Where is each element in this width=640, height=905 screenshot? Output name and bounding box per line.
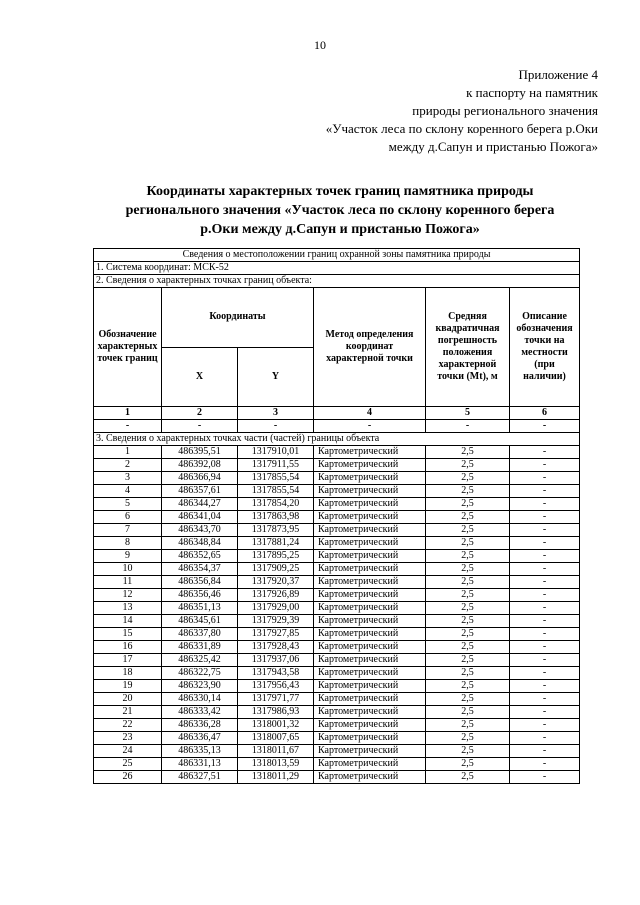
point-number-cell: 20 <box>94 693 162 706</box>
coord-x-cell: 486344,27 <box>162 498 238 511</box>
page-number: 10 <box>314 38 326 52</box>
error-cell: 2,5 <box>426 732 510 745</box>
coord-y-cell: 1317881,24 <box>238 537 314 550</box>
coord-y-cell: 1317927,85 <box>238 628 314 641</box>
coord-y-cell: 1317926,89 <box>238 589 314 602</box>
error-cell: 2,5 <box>426 550 510 563</box>
dash-cell: - <box>94 420 162 433</box>
description-cell: - <box>510 693 580 706</box>
table-row <box>94 472 580 485</box>
coord-y-cell: 1318013,59 <box>238 758 314 771</box>
table-row <box>94 550 580 563</box>
coord-x-cell: 486333,42 <box>162 706 238 719</box>
dash-cell: - <box>314 420 426 433</box>
column-number: 1 <box>94 407 162 420</box>
description-cell: - <box>510 563 580 576</box>
error-cell: 2,5 <box>426 563 510 576</box>
coord-y-cell: 1317909,25 <box>238 563 314 576</box>
coord-y-cell: 1317873,95 <box>238 524 314 537</box>
description-cell: - <box>510 680 580 693</box>
error-cell: 2,5 <box>426 706 510 719</box>
description-cell: - <box>510 589 580 602</box>
coord-x-cell: 486323,90 <box>162 680 238 693</box>
dash-row <box>94 420 580 433</box>
point-number-cell: 13 <box>94 602 162 615</box>
dash-cell: - <box>510 420 580 433</box>
table-row <box>94 654 580 667</box>
description-cell: - <box>510 498 580 511</box>
section-part-points: 3. Сведения о характерных точках части (частей) границы объекта <box>94 433 580 446</box>
coord-x-cell: 486335,13 <box>162 745 238 758</box>
table-row <box>94 732 580 745</box>
description-cell: - <box>510 537 580 550</box>
coord-x-cell: 486345,61 <box>162 615 238 628</box>
coord-y-cell: 1318007,65 <box>238 732 314 745</box>
header-description: Описание обозначения точки на местности (при наличии) <box>510 288 580 407</box>
error-cell: 2,5 <box>426 693 510 706</box>
error-cell: 2,5 <box>426 654 510 667</box>
description-cell: - <box>510 706 580 719</box>
column-number: 5 <box>426 407 510 420</box>
coord-y-cell: 1318011,67 <box>238 745 314 758</box>
point-number-cell: 23 <box>94 732 162 745</box>
coord-x-cell: 486330,14 <box>162 693 238 706</box>
point-number-cell: 8 <box>94 537 162 550</box>
method-cell: Картометрический <box>314 498 426 511</box>
header-error: Средняя квадратичная погрешность положения характерной точки (Mt), м <box>426 288 510 407</box>
section-object-points: 2. Сведения о характерных точках границ объекта: <box>94 275 580 288</box>
coord-x-cell: 486354,37 <box>162 563 238 576</box>
coord-x-cell: 486341,04 <box>162 511 238 524</box>
error-cell: 2,5 <box>426 745 510 758</box>
table-row <box>94 758 580 771</box>
description-cell: - <box>510 576 580 589</box>
coord-x-cell: 486395,51 <box>162 446 238 459</box>
description-cell: - <box>510 459 580 472</box>
method-cell: Картометрический <box>314 706 426 719</box>
coord-x-cell: 486322,75 <box>162 667 238 680</box>
table-row <box>94 628 580 641</box>
table-row <box>94 563 580 576</box>
method-cell: Картометрический <box>314 550 426 563</box>
column-number: 2 <box>162 407 238 420</box>
description-cell: - <box>510 628 580 641</box>
coord-x-cell: 486331,89 <box>162 641 238 654</box>
table-row <box>94 615 580 628</box>
point-number-cell: 22 <box>94 719 162 732</box>
point-number-cell: 6 <box>94 511 162 524</box>
point-number-cell: 25 <box>94 758 162 771</box>
header-coords: Координаты <box>162 288 314 348</box>
table-caption: Сведения о местоположении границ охранной зоны памятника природы <box>94 249 580 262</box>
description-cell: - <box>510 511 580 524</box>
description-cell: - <box>510 732 580 745</box>
title-line: р.Оки между д.Сапун и пристанью Пожога» <box>200 222 480 237</box>
table-row <box>94 667 580 680</box>
description-cell: - <box>510 745 580 758</box>
point-number-cell: 16 <box>94 641 162 654</box>
dash-cell: - <box>238 420 314 433</box>
coord-x-cell: 486356,46 <box>162 589 238 602</box>
point-number-cell: 3 <box>94 472 162 485</box>
description-cell: - <box>510 446 580 459</box>
point-number-cell: 17 <box>94 654 162 667</box>
method-cell: Картометрический <box>314 576 426 589</box>
table-row <box>94 680 580 693</box>
method-cell: Картометрический <box>314 472 426 485</box>
error-cell: 2,5 <box>426 459 510 472</box>
coord-x-cell: 486351,13 <box>162 602 238 615</box>
header-x: X <box>162 347 238 407</box>
dash-cell: - <box>162 420 238 433</box>
appendix-line: «Участок леса по склону коренного берега р.Оки <box>325 121 598 136</box>
error-cell: 2,5 <box>426 446 510 459</box>
method-cell: Картометрический <box>314 524 426 537</box>
description-cell: - <box>510 641 580 654</box>
table-row <box>94 485 580 498</box>
description-cell: - <box>510 485 580 498</box>
point-number-cell: 1 <box>94 446 162 459</box>
coord-x-cell: 486366,94 <box>162 472 238 485</box>
point-number-cell: 5 <box>94 498 162 511</box>
point-number-cell: 10 <box>94 563 162 576</box>
coord-x-cell: 486356,84 <box>162 576 238 589</box>
error-cell: 2,5 <box>426 615 510 628</box>
table-row <box>94 589 580 602</box>
point-number-cell: 18 <box>94 667 162 680</box>
table-row <box>94 511 580 524</box>
error-cell: 2,5 <box>426 576 510 589</box>
coord-y-cell: 1317956,43 <box>238 680 314 693</box>
error-cell: 2,5 <box>426 667 510 680</box>
coord-y-cell: 1317929,00 <box>238 602 314 615</box>
coord-y-cell: 1317986,93 <box>238 706 314 719</box>
table-row <box>94 706 580 719</box>
column-number: 4 <box>314 407 426 420</box>
error-cell: 2,5 <box>426 680 510 693</box>
error-cell: 2,5 <box>426 472 510 485</box>
point-number-cell: 14 <box>94 615 162 628</box>
title-line: Координаты характерных точек границ памятника природы <box>146 184 534 199</box>
table-row <box>94 459 580 472</box>
coord-y-cell: 1317928,43 <box>238 641 314 654</box>
table-row <box>94 771 580 784</box>
error-cell: 2,5 <box>426 628 510 641</box>
table-row <box>94 524 580 537</box>
method-cell: Картометрический <box>314 563 426 576</box>
coord-x-cell: 486357,61 <box>162 485 238 498</box>
appendix-line: Приложение 4 <box>518 67 598 82</box>
method-cell: Картометрический <box>314 485 426 498</box>
error-cell: 2,5 <box>426 641 510 654</box>
point-number-cell: 12 <box>94 589 162 602</box>
method-cell: Картометрический <box>314 758 426 771</box>
coord-x-cell: 486343,70 <box>162 524 238 537</box>
error-cell: 2,5 <box>426 771 510 784</box>
coord-x-cell: 486327,51 <box>162 771 238 784</box>
point-number-cell: 21 <box>94 706 162 719</box>
method-cell: Картометрический <box>314 719 426 732</box>
table-row <box>94 537 580 550</box>
title-line: регионального значения «Участок леса по склону коренного берега <box>125 203 555 218</box>
coord-y-cell: 1317910,01 <box>238 446 314 459</box>
description-cell: - <box>510 771 580 784</box>
error-cell: 2,5 <box>426 485 510 498</box>
method-cell: Картометрический <box>314 615 426 628</box>
table-row <box>94 745 580 758</box>
coordinates-table <box>93 248 580 784</box>
table-row <box>94 602 580 615</box>
error-cell: 2,5 <box>426 524 510 537</box>
method-cell: Картометрический <box>314 459 426 472</box>
coord-y-cell: 1317937,06 <box>238 654 314 667</box>
coord-x-cell: 486336,28 <box>162 719 238 732</box>
coord-y-cell: 1317855,54 <box>238 485 314 498</box>
column-number: 3 <box>238 407 314 420</box>
method-cell: Картометрический <box>314 693 426 706</box>
point-number-cell: 11 <box>94 576 162 589</box>
description-cell: - <box>510 654 580 667</box>
method-cell: Картометрический <box>314 511 426 524</box>
description-cell: - <box>510 550 580 563</box>
coord-y-cell: 1317863,98 <box>238 511 314 524</box>
method-cell: Картометрический <box>314 732 426 745</box>
coord-y-cell: 1317895,25 <box>238 550 314 563</box>
coord-x-cell: 486331,13 <box>162 758 238 771</box>
coord-x-cell: 486337,80 <box>162 628 238 641</box>
coord-y-cell: 1317943,58 <box>238 667 314 680</box>
header-y: Y <box>238 347 314 407</box>
method-cell: Картометрический <box>314 667 426 680</box>
coord-y-cell: 1317911,55 <box>238 459 314 472</box>
table-row <box>94 498 580 511</box>
method-cell: Картометрический <box>314 537 426 550</box>
coord-y-cell: 1317929,39 <box>238 615 314 628</box>
appendix-block <box>326 66 598 156</box>
document-title <box>80 182 600 239</box>
description-cell: - <box>510 524 580 537</box>
error-cell: 2,5 <box>426 602 510 615</box>
point-number-cell: 15 <box>94 628 162 641</box>
coord-x-cell: 486352,65 <box>162 550 238 563</box>
table-row <box>94 576 580 589</box>
coord-y-cell: 1318001,32 <box>238 719 314 732</box>
table-row <box>94 719 580 732</box>
method-cell: Картометрический <box>314 745 426 758</box>
coord-y-cell: 1317854,20 <box>238 498 314 511</box>
method-cell: Картометрический <box>314 628 426 641</box>
appendix-line: природы регионального значения <box>412 103 598 118</box>
coord-x-cell: 486348,84 <box>162 537 238 550</box>
error-cell: 2,5 <box>426 537 510 550</box>
method-cell: Картометрический <box>314 589 426 602</box>
coord-y-cell: 1317971,77 <box>238 693 314 706</box>
error-cell: 2,5 <box>426 511 510 524</box>
coord-x-cell: 486336,47 <box>162 732 238 745</box>
table-row <box>94 641 580 654</box>
method-cell: Картометрический <box>314 771 426 784</box>
error-cell: 2,5 <box>426 719 510 732</box>
point-number-cell: 2 <box>94 459 162 472</box>
description-cell: - <box>510 758 580 771</box>
table-row <box>94 693 580 706</box>
coord-x-cell: 486325,42 <box>162 654 238 667</box>
description-cell: - <box>510 615 580 628</box>
description-cell: - <box>510 719 580 732</box>
method-cell: Картометрический <box>314 602 426 615</box>
column-number-row <box>94 407 580 420</box>
error-cell: 2,5 <box>426 758 510 771</box>
coord-x-cell: 486392,08 <box>162 459 238 472</box>
header-method: Метод определения координат характерной точки <box>314 288 426 407</box>
point-number-cell: 4 <box>94 485 162 498</box>
appendix-line: к паспорту на памятник <box>466 85 598 100</box>
point-number-cell: 24 <box>94 745 162 758</box>
coord-y-cell: 1317855,54 <box>238 472 314 485</box>
point-number-cell: 9 <box>94 550 162 563</box>
method-cell: Картометрический <box>314 654 426 667</box>
point-number-cell: 7 <box>94 524 162 537</box>
method-cell: Картометрический <box>314 680 426 693</box>
column-number: 6 <box>510 407 580 420</box>
point-number-cell: 26 <box>94 771 162 784</box>
method-cell: Картометрический <box>314 641 426 654</box>
coord-y-cell: 1318011,29 <box>238 771 314 784</box>
appendix-line: между д.Сапун и пристанью Пожога» <box>388 139 598 154</box>
table-row <box>94 446 580 459</box>
dash-cell: - <box>426 420 510 433</box>
description-cell: - <box>510 472 580 485</box>
description-cell: - <box>510 602 580 615</box>
point-number-cell: 19 <box>94 680 162 693</box>
description-cell: - <box>510 667 580 680</box>
method-cell: Картометрический <box>314 446 426 459</box>
section-coordinate-system: 1. Система координат: МСК-52 <box>94 262 580 275</box>
coord-y-cell: 1317920,37 <box>238 576 314 589</box>
error-cell: 2,5 <box>426 498 510 511</box>
error-cell: 2,5 <box>426 589 510 602</box>
header-point: Обозначение характерных точек границ <box>94 288 162 407</box>
